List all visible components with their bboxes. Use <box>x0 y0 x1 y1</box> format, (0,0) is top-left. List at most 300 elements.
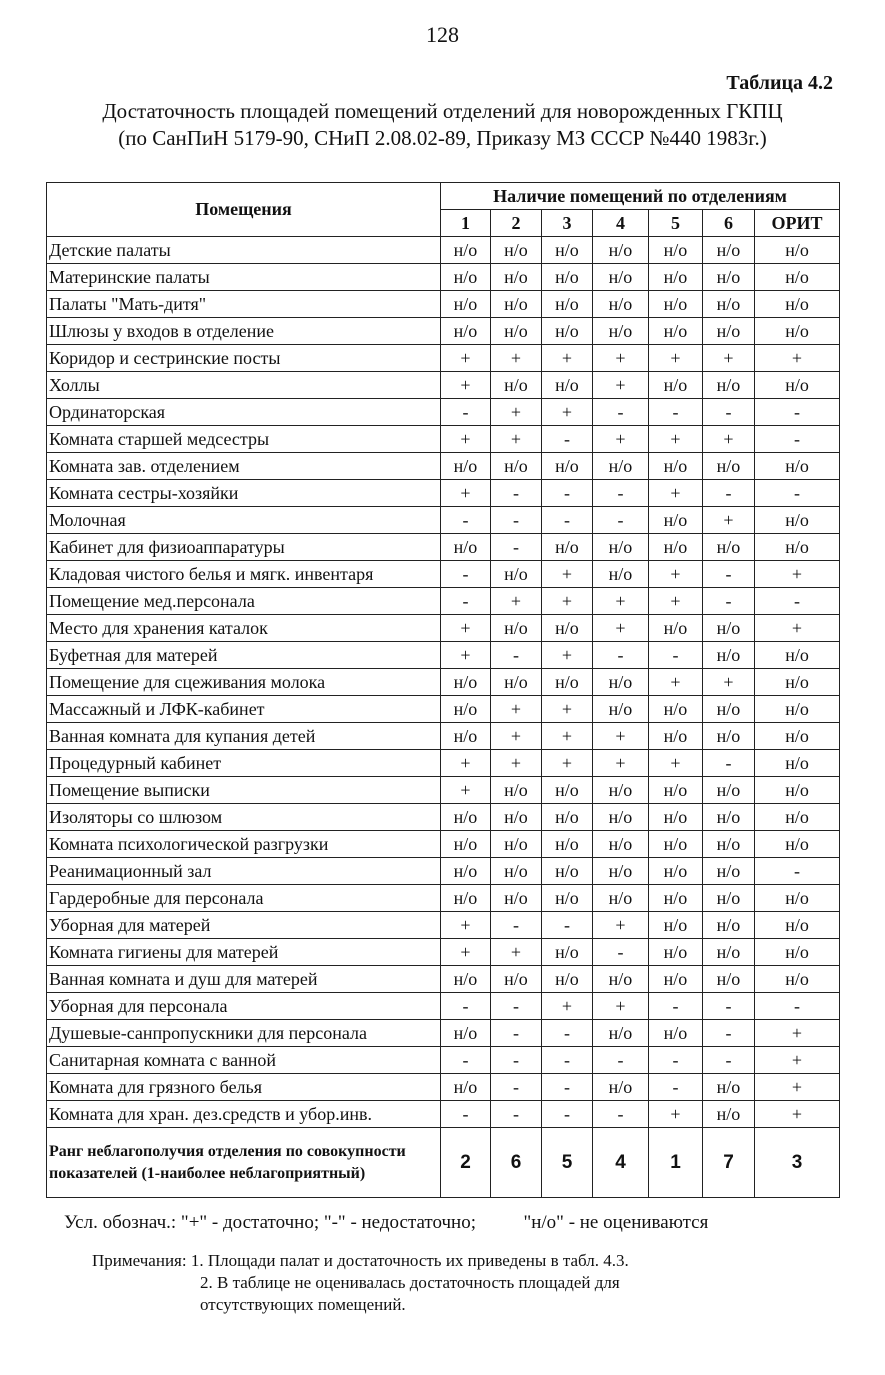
table-row <box>47 318 840 345</box>
column-header: ОРИТ <box>755 210 840 237</box>
availability-cell: + <box>491 723 542 750</box>
availability-cell: + <box>593 723 649 750</box>
availability-cell: - <box>593 399 649 426</box>
table-title-line-2: (по СанПиН 5179-90, СНиП 2.08.02-89, Приказу МЗ СССР №440 1983г.) <box>118 126 767 150</box>
availability-cell: н/о <box>593 831 649 858</box>
table-row <box>47 858 840 885</box>
availability-cell: н/о <box>593 561 649 588</box>
availability-cell: + <box>542 561 593 588</box>
room-name: Комната зав. отделением <box>47 453 441 480</box>
availability-cell: + <box>491 750 542 777</box>
availability-cell: + <box>593 372 649 399</box>
availability-cell: - <box>491 507 542 534</box>
availability-cell: - <box>649 1074 703 1101</box>
availability-cell: н/о <box>441 966 491 993</box>
table-row <box>47 237 840 264</box>
notes <box>92 1250 629 1316</box>
availability-cell: - <box>755 858 840 885</box>
availability-cell: н/о <box>755 318 840 345</box>
availability-cell: н/о <box>703 534 755 561</box>
availability-cell: н/о <box>542 858 593 885</box>
header-rooms: Помещения <box>47 183 441 237</box>
availability-cell: н/о <box>542 804 593 831</box>
availability-cell: н/о <box>649 534 703 561</box>
availability-cell: + <box>542 642 593 669</box>
availability-cell: + <box>441 480 491 507</box>
availability-cell: н/о <box>491 453 542 480</box>
column-header: 2 <box>491 210 542 237</box>
availability-cell: - <box>542 1020 593 1047</box>
availability-cell: - <box>649 399 703 426</box>
availability-cell: н/о <box>441 804 491 831</box>
availability-cell: + <box>649 669 703 696</box>
table-row <box>47 885 840 912</box>
room-name: Кабинет для физиоаппаратуры <box>47 534 441 561</box>
availability-cell: - <box>703 993 755 1020</box>
availability-cell: н/о <box>703 831 755 858</box>
availability-cell: н/о <box>755 912 840 939</box>
availability-cell: - <box>491 642 542 669</box>
availability-cell: - <box>703 480 755 507</box>
availability-cell: н/о <box>649 1020 703 1047</box>
availability-cell: н/о <box>441 669 491 696</box>
availability-cell: н/о <box>441 723 491 750</box>
availability-cell: н/о <box>491 291 542 318</box>
availability-cell: н/о <box>441 318 491 345</box>
availability-cell: + <box>649 345 703 372</box>
availability-cell: н/о <box>441 453 491 480</box>
availability-cell: н/о <box>703 939 755 966</box>
availability-cell: + <box>593 750 649 777</box>
availability-cell: - <box>649 642 703 669</box>
availability-cell: + <box>441 912 491 939</box>
table-row <box>47 777 840 804</box>
availability-cell: н/о <box>593 318 649 345</box>
availability-cell: - <box>542 480 593 507</box>
availability-cell: + <box>542 696 593 723</box>
availability-cell: - <box>491 534 542 561</box>
availability-cell: + <box>593 588 649 615</box>
availability-cell: - <box>491 480 542 507</box>
availability-cell: - <box>491 912 542 939</box>
table-row <box>47 534 840 561</box>
rank-value: 5 <box>542 1128 593 1198</box>
availability-cell: н/о <box>593 804 649 831</box>
availability-cell: н/о <box>703 1101 755 1128</box>
table-row <box>47 480 840 507</box>
availability-cell: - <box>441 399 491 426</box>
availability-cell: н/о <box>649 723 703 750</box>
availability-cell: н/о <box>649 318 703 345</box>
availability-cell: + <box>491 399 542 426</box>
availability-cell: - <box>593 507 649 534</box>
note-line-3: отсутствующих помещений. <box>200 1295 406 1314</box>
rank-value: 7 <box>703 1128 755 1198</box>
rank-value: 1 <box>649 1128 703 1198</box>
table-row <box>47 264 840 291</box>
availability-cell: н/о <box>593 696 649 723</box>
room-name: Помещение выписки <box>47 777 441 804</box>
room-name: Ванная комната и душ для матерей <box>47 966 441 993</box>
availability-cell: н/о <box>703 777 755 804</box>
availability-cell: - <box>593 642 649 669</box>
availability-cell: н/о <box>755 777 840 804</box>
table-row <box>47 291 840 318</box>
availability-cell: - <box>593 1047 649 1074</box>
availability-cell: н/о <box>491 561 542 588</box>
availability-cell: н/о <box>649 804 703 831</box>
availability-cell: н/о <box>491 777 542 804</box>
availability-cell: н/о <box>441 291 491 318</box>
availability-cell: + <box>755 1101 840 1128</box>
availability-cell: - <box>593 939 649 966</box>
availability-cell: + <box>441 426 491 453</box>
availability-cell: н/о <box>703 237 755 264</box>
availability-cell: н/о <box>491 831 542 858</box>
availability-cell: н/о <box>593 453 649 480</box>
availability-cell: н/о <box>703 966 755 993</box>
room-name: Комната сестры-хозяйки <box>47 480 441 507</box>
availability-cell: н/о <box>703 642 755 669</box>
availability-cell: + <box>441 750 491 777</box>
room-name: Детские палаты <box>47 237 441 264</box>
availability-cell: н/о <box>703 912 755 939</box>
room-name: Комната старшей медсестры <box>47 426 441 453</box>
availability-cell: - <box>441 1047 491 1074</box>
availability-cell: н/о <box>593 858 649 885</box>
table-title <box>0 98 885 152</box>
availability-cell: н/о <box>755 885 840 912</box>
availability-cell: н/о <box>542 615 593 642</box>
table-row <box>47 831 840 858</box>
availability-cell: н/о <box>542 939 593 966</box>
room-name: Реанимационный зал <box>47 858 441 885</box>
availability-cell: н/о <box>491 966 542 993</box>
availability-cell: + <box>491 588 542 615</box>
availability-cell: н/о <box>755 723 840 750</box>
rank-value: 2 <box>441 1128 491 1198</box>
availability-cell: + <box>649 561 703 588</box>
availability-cell: + <box>703 426 755 453</box>
availability-cell: н/о <box>593 966 649 993</box>
rank-value: 4 <box>593 1128 649 1198</box>
room-name: Буфетная для матерей <box>47 642 441 669</box>
availability-cell: + <box>491 345 542 372</box>
availability-cell: н/о <box>542 534 593 561</box>
column-header: 4 <box>593 210 649 237</box>
availability-cell: н/о <box>755 966 840 993</box>
availability-cell: - <box>755 426 840 453</box>
availability-cell: н/о <box>649 777 703 804</box>
availability-cell: н/о <box>593 534 649 561</box>
availability-cell: н/о <box>755 453 840 480</box>
availability-cell: н/о <box>593 669 649 696</box>
availability-cell: + <box>441 372 491 399</box>
availability-cell: + <box>649 588 703 615</box>
availability-cell: н/о <box>441 885 491 912</box>
availability-cell: н/о <box>593 264 649 291</box>
availability-cell: - <box>593 1101 649 1128</box>
table-body <box>47 237 840 1198</box>
table-title-line-1: Достаточность площадей помещений отделений для новорожденных ГКПЦ <box>102 99 783 123</box>
availability-cell: + <box>755 1074 840 1101</box>
availability-cell: н/о <box>703 372 755 399</box>
availability-cell: + <box>755 615 840 642</box>
availability-cell: + <box>542 750 593 777</box>
availability-cell: + <box>441 615 491 642</box>
availability-cell: н/о <box>542 453 593 480</box>
room-name: Комната гигиены для матерей <box>47 939 441 966</box>
availability-cell: н/о <box>703 264 755 291</box>
rank-value: 6 <box>491 1128 542 1198</box>
room-name: Санитарная комната с ванной <box>47 1047 441 1074</box>
availability-cell: н/о <box>649 453 703 480</box>
availability-cell: - <box>491 1101 542 1128</box>
availability-cell: + <box>491 696 542 723</box>
table-row <box>47 615 840 642</box>
room-name: Уборная для матерей <box>47 912 441 939</box>
availability-cell: - <box>491 1074 542 1101</box>
availability-cell: + <box>542 588 593 615</box>
availability-cell: н/о <box>703 615 755 642</box>
table-row <box>47 1047 840 1074</box>
availability-cell: + <box>649 1101 703 1128</box>
availability-cell: + <box>755 345 840 372</box>
availability-cell: - <box>542 912 593 939</box>
availability-cell: н/о <box>441 237 491 264</box>
availability-cell: - <box>593 480 649 507</box>
availability-cell: - <box>703 1020 755 1047</box>
availability-cell: - <box>755 399 840 426</box>
availability-cell: н/о <box>542 264 593 291</box>
table-row <box>47 588 840 615</box>
availability-cell: - <box>542 507 593 534</box>
availability-cell: н/о <box>542 291 593 318</box>
availability-cell: - <box>703 1047 755 1074</box>
availability-cell: н/о <box>703 318 755 345</box>
room-name: Молочная <box>47 507 441 534</box>
availability-cell: - <box>755 993 840 1020</box>
column-header: 3 <box>542 210 593 237</box>
availability-cell: + <box>593 615 649 642</box>
availability-cell: + <box>755 1020 840 1047</box>
availability-cell: н/о <box>755 831 840 858</box>
room-name: Изоляторы со шлюзом <box>47 804 441 831</box>
availability-cell: н/о <box>649 912 703 939</box>
room-name: Ванная комната для купания детей <box>47 723 441 750</box>
availability-cell: - <box>542 426 593 453</box>
note-line-2: 2. В таблице не оценивалась достаточность площадей для <box>200 1273 620 1292</box>
column-header: 1 <box>441 210 491 237</box>
availability-cell: н/о <box>542 372 593 399</box>
table-row <box>47 912 840 939</box>
availability-cell: н/о <box>755 642 840 669</box>
room-name: Ординаторская <box>47 399 441 426</box>
availability-cell: н/о <box>491 372 542 399</box>
table-row <box>47 723 840 750</box>
room-name: Комната психологической разгрузки <box>47 831 441 858</box>
availability-cell: н/о <box>542 318 593 345</box>
availability-cell: н/о <box>649 858 703 885</box>
availability-cell: - <box>703 399 755 426</box>
availability-cell: н/о <box>593 885 649 912</box>
column-header: 6 <box>703 210 755 237</box>
availability-cell: н/о <box>755 696 840 723</box>
availability-cell: н/о <box>491 237 542 264</box>
availability-cell: + <box>649 750 703 777</box>
availability-cell: н/о <box>755 804 840 831</box>
availability-cell: + <box>593 912 649 939</box>
availability-cell: + <box>542 399 593 426</box>
availability-cell: н/о <box>441 264 491 291</box>
availability-cell: + <box>441 777 491 804</box>
rank-label: Ранг неблагополучия отделения по совокупности показателей (1-наиболее неблагоприятный) <box>47 1128 441 1198</box>
room-name: Комната для грязного белья <box>47 1074 441 1101</box>
room-name: Помещение для сцеживания молока <box>47 669 441 696</box>
availability-cell: + <box>491 939 542 966</box>
availability-cell: - <box>703 588 755 615</box>
availability-cell: - <box>542 1047 593 1074</box>
availability-cell: + <box>441 345 491 372</box>
room-name: Массажный и ЛФК-кабинет <box>47 696 441 723</box>
availability-cell: н/о <box>649 372 703 399</box>
availability-cell: н/о <box>703 453 755 480</box>
availability-cell: н/о <box>703 858 755 885</box>
availability-cell: - <box>755 480 840 507</box>
room-name: Место для хранения каталок <box>47 615 441 642</box>
availability-cell: - <box>441 588 491 615</box>
rank-value: 3 <box>755 1128 840 1198</box>
availability-cell: н/о <box>649 696 703 723</box>
availability-cell: н/о <box>755 534 840 561</box>
note-line-1: Примечания: 1. Площади палат и достаточность их приведены в табл. 4.3. <box>92 1251 629 1270</box>
table-row <box>47 1101 840 1128</box>
availability-cell: - <box>649 1047 703 1074</box>
room-name: Кладовая чистого белья и мягк. инвентаря <box>47 561 441 588</box>
table-row <box>47 372 840 399</box>
availability-cell: н/о <box>542 966 593 993</box>
availability-cell: - <box>491 993 542 1020</box>
availability-cell: н/о <box>755 669 840 696</box>
room-name: Холлы <box>47 372 441 399</box>
table-row <box>47 642 840 669</box>
room-name: Комната для хран. дез.средств и убор.инв. <box>47 1101 441 1128</box>
availability-cell: н/о <box>542 831 593 858</box>
availability-cell: н/о <box>649 264 703 291</box>
availability-cell: + <box>593 345 649 372</box>
availability-cell: + <box>542 723 593 750</box>
availability-cell: н/о <box>649 507 703 534</box>
header-departments: Наличие помещений по отделениям <box>441 183 840 210</box>
table-row <box>47 453 840 480</box>
availability-cell: + <box>441 642 491 669</box>
table-row <box>47 399 840 426</box>
availability-cell: н/о <box>703 804 755 831</box>
table-row <box>47 993 840 1020</box>
availability-cell: н/о <box>755 291 840 318</box>
availability-cell: н/о <box>593 777 649 804</box>
availability-cell: н/о <box>491 615 542 642</box>
rooms-table <box>46 182 840 1198</box>
availability-cell: н/о <box>441 831 491 858</box>
availability-cell: н/о <box>703 1074 755 1101</box>
table-row <box>47 507 840 534</box>
table-row <box>47 345 840 372</box>
availability-cell: н/о <box>593 1020 649 1047</box>
availability-cell: - <box>755 588 840 615</box>
table-row <box>47 696 840 723</box>
availability-cell: н/о <box>593 291 649 318</box>
availability-cell: - <box>703 561 755 588</box>
availability-cell: + <box>649 480 703 507</box>
availability-cell: н/о <box>755 507 840 534</box>
availability-cell: н/о <box>755 237 840 264</box>
availability-cell: н/о <box>703 885 755 912</box>
table-row <box>47 1074 840 1101</box>
availability-cell: н/о <box>755 264 840 291</box>
availability-cell: + <box>491 426 542 453</box>
availability-cell: + <box>703 345 755 372</box>
column-header: 5 <box>649 210 703 237</box>
availability-cell: + <box>755 561 840 588</box>
table-row <box>47 804 840 831</box>
room-name: Палаты "Мать-дитя" <box>47 291 441 318</box>
availability-cell: н/о <box>441 696 491 723</box>
availability-cell: н/о <box>755 750 840 777</box>
availability-cell: н/о <box>441 858 491 885</box>
availability-cell: н/о <box>649 939 703 966</box>
room-name: Коридор и сестринские посты <box>47 345 441 372</box>
availability-cell: н/о <box>491 264 542 291</box>
availability-cell: + <box>703 507 755 534</box>
availability-cell: н/о <box>649 831 703 858</box>
availability-cell: н/о <box>703 696 755 723</box>
availability-cell: - <box>491 1020 542 1047</box>
room-name: Шлюзы у входов в отделение <box>47 318 441 345</box>
availability-cell: н/о <box>649 237 703 264</box>
room-name: Душевые-санпропускники для персонала <box>47 1020 441 1047</box>
room-name: Уборная для персонала <box>47 993 441 1020</box>
availability-cell: н/о <box>491 885 542 912</box>
availability-cell: + <box>593 426 649 453</box>
availability-cell: н/о <box>703 723 755 750</box>
availability-cell: н/о <box>542 237 593 264</box>
availability-cell: + <box>542 993 593 1020</box>
table-row <box>47 939 840 966</box>
availability-cell: н/о <box>441 534 491 561</box>
availability-cell: н/о <box>491 858 542 885</box>
room-name: Помещение мед.персонала <box>47 588 441 615</box>
availability-cell: + <box>542 345 593 372</box>
availability-cell: н/о <box>542 885 593 912</box>
room-name: Гардеробные для персонала <box>47 885 441 912</box>
availability-cell: - <box>649 993 703 1020</box>
availability-cell: н/о <box>441 1020 491 1047</box>
table-row <box>47 1020 840 1047</box>
availability-cell: - <box>703 750 755 777</box>
availability-cell: + <box>755 1047 840 1074</box>
rank-row <box>47 1128 840 1198</box>
room-name: Процедурный кабинет <box>47 750 441 777</box>
availability-cell: н/о <box>755 372 840 399</box>
table-row <box>47 669 840 696</box>
availability-cell: н/о <box>649 615 703 642</box>
availability-cell: н/о <box>542 669 593 696</box>
availability-cell: н/о <box>491 318 542 345</box>
availability-cell: н/о <box>441 1074 491 1101</box>
availability-cell: н/о <box>593 237 649 264</box>
availability-cell: - <box>441 507 491 534</box>
